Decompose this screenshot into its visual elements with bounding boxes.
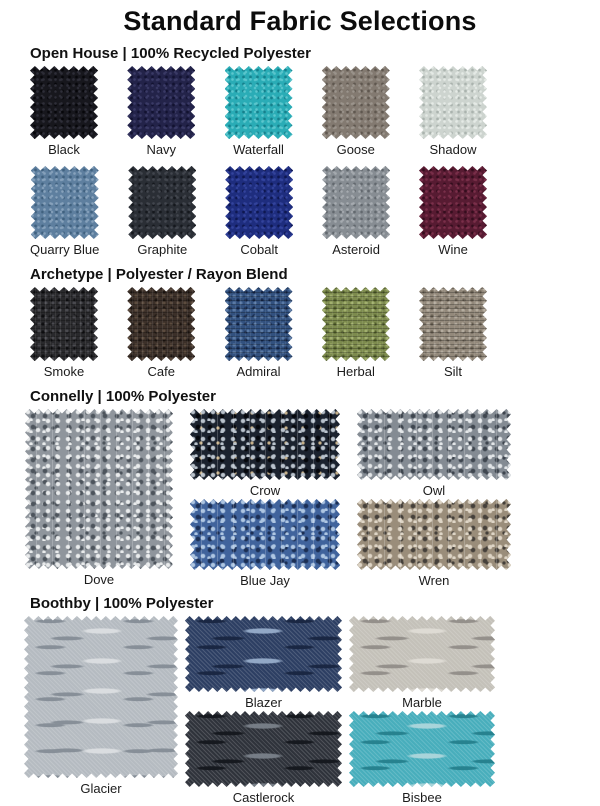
- section-heading-boothby: Boothby | 100% Polyester: [30, 595, 214, 612]
- fabric-swatch-shadow: [419, 66, 487, 139]
- fabric-label-dove: Dove: [83, 572, 115, 587]
- fabric-item-owl: [357, 409, 511, 499]
- fabric-swatch-herbal: [322, 287, 390, 361]
- page-title: Standard Fabric Selections: [123, 6, 477, 36]
- fabric-label-glacier: Glacier: [80, 781, 122, 796]
- fabric-item-black: [30, 66, 98, 158]
- fabric-item-smoke: [30, 287, 98, 380]
- fabric-item-glacier: [24, 616, 178, 797]
- fabric-item-waterfall: [225, 66, 293, 158]
- fabric-swatch-bisbee: [349, 711, 495, 787]
- fabric-swatch-marble: [349, 616, 495, 692]
- fabric-label-cafe: Cafe: [147, 364, 175, 379]
- fabric-item-dove: [25, 409, 173, 588]
- fabric-swatch-blazer: [185, 616, 342, 692]
- fabric-swatch-asteroid: [322, 166, 390, 239]
- fabric-swatch-wine: [419, 166, 487, 239]
- fabric-item-asteroid: [322, 166, 390, 258]
- fabric-item-bisbee: [349, 711, 495, 806]
- fabric-item-shadow: [419, 66, 487, 158]
- fabric-item-wren: [357, 499, 511, 589]
- fabric-swatch-graphite: [128, 166, 196, 239]
- fabric-item-blue-jay: [190, 499, 340, 589]
- fabric-swatch-navy: [127, 66, 195, 139]
- fabric-swatch-blue-jay: [190, 499, 340, 570]
- fabric-label-graphite: Graphite: [137, 242, 188, 257]
- fabric-label-wine: Wine: [438, 242, 468, 257]
- section-heading-open-house: Open House | 100% Recycled Polyester: [30, 45, 311, 62]
- fabric-swatch-goose: [322, 66, 390, 139]
- fabric-swatch-cafe: [127, 287, 195, 361]
- section-open-house: [0, 45, 600, 258]
- fabric-swatch-quarry-blue: [31, 166, 99, 239]
- fabric-swatch-admiral: [225, 287, 293, 361]
- fabric-label-quarry-blue: Quarry Blue: [30, 242, 100, 257]
- fabric-item-graphite: [128, 166, 196, 258]
- fabric-swatch-wren: [357, 499, 511, 570]
- section-heading-archetype: Archetype | Polyester / Rayon Blend: [30, 266, 288, 283]
- fabric-label-navy: Navy: [146, 142, 177, 157]
- catalog-sections: [0, 45, 600, 806]
- fabric-label-blue-jay: Blue Jay: [240, 573, 290, 588]
- fabric-label-castlerock: Castlerock: [232, 790, 295, 805]
- fabric-item-quarry-blue: [30, 166, 99, 258]
- fabric-label-wren: Wren: [418, 573, 450, 588]
- fabric-catalog: [0, 6, 600, 806]
- fabric-item-herbal: [322, 287, 390, 380]
- fabric-item-blazer: [185, 616, 342, 711]
- fabric-item-goose: [322, 66, 390, 158]
- fabric-label-crow: Crow: [249, 483, 281, 498]
- fabric-swatch-cobalt: [225, 166, 293, 239]
- fabric-label-owl: Owl: [422, 483, 446, 498]
- fabric-label-blazer: Blazer: [245, 695, 282, 710]
- section-archetype: [0, 266, 600, 380]
- fabric-label-cobalt: Cobalt: [240, 242, 278, 257]
- section-connelly: [0, 388, 600, 589]
- fabric-label-black: Black: [48, 142, 80, 157]
- fabric-label-shadow: Shadow: [429, 142, 477, 157]
- fabric-swatch-dove: [25, 409, 173, 569]
- fabric-label-silt: Silt: [443, 364, 463, 379]
- fabric-swatch-silt: [419, 287, 487, 361]
- fabric-label-waterfall: Waterfall: [233, 142, 284, 157]
- fabric-swatch-black: [30, 66, 98, 139]
- fabric-item-castlerock: [185, 711, 342, 806]
- fabric-label-marble: Marble: [402, 695, 442, 710]
- fabric-item-cobalt: [225, 166, 293, 258]
- fabric-label-bisbee: Bisbee: [402, 790, 442, 805]
- fabric-swatch-smoke: [30, 287, 98, 361]
- fabric-swatch-castlerock: [185, 711, 342, 787]
- fabric-swatch-waterfall: [225, 66, 293, 139]
- fabric-swatch-owl: [357, 409, 511, 480]
- swatch-row: [30, 287, 487, 380]
- swatch-grid: [25, 409, 600, 589]
- section-heading-connelly: Connelly | 100% Polyester: [30, 388, 216, 405]
- fabric-item-admiral: [225, 287, 293, 380]
- fabric-item-navy: [127, 66, 195, 158]
- fabric-label-goose: Goose: [336, 142, 375, 157]
- fabric-label-asteroid: Asteroid: [332, 242, 380, 257]
- fabric-item-silt: [419, 287, 487, 380]
- swatch-row: [30, 66, 487, 158]
- fabric-swatch-crow: [190, 409, 340, 480]
- fabric-item-wine: [419, 166, 487, 258]
- fabric-label-smoke: Smoke: [43, 364, 85, 379]
- swatch-row: [30, 166, 487, 258]
- fabric-item-cafe: [127, 287, 195, 380]
- fabric-item-marble: [349, 616, 495, 711]
- swatch-grid: [24, 616, 600, 806]
- fabric-item-crow: [190, 409, 340, 499]
- fabric-label-admiral: Admiral: [236, 364, 281, 379]
- fabric-label-herbal: Herbal: [336, 364, 375, 379]
- section-boothby: [0, 595, 600, 806]
- fabric-swatch-glacier: [24, 616, 178, 778]
